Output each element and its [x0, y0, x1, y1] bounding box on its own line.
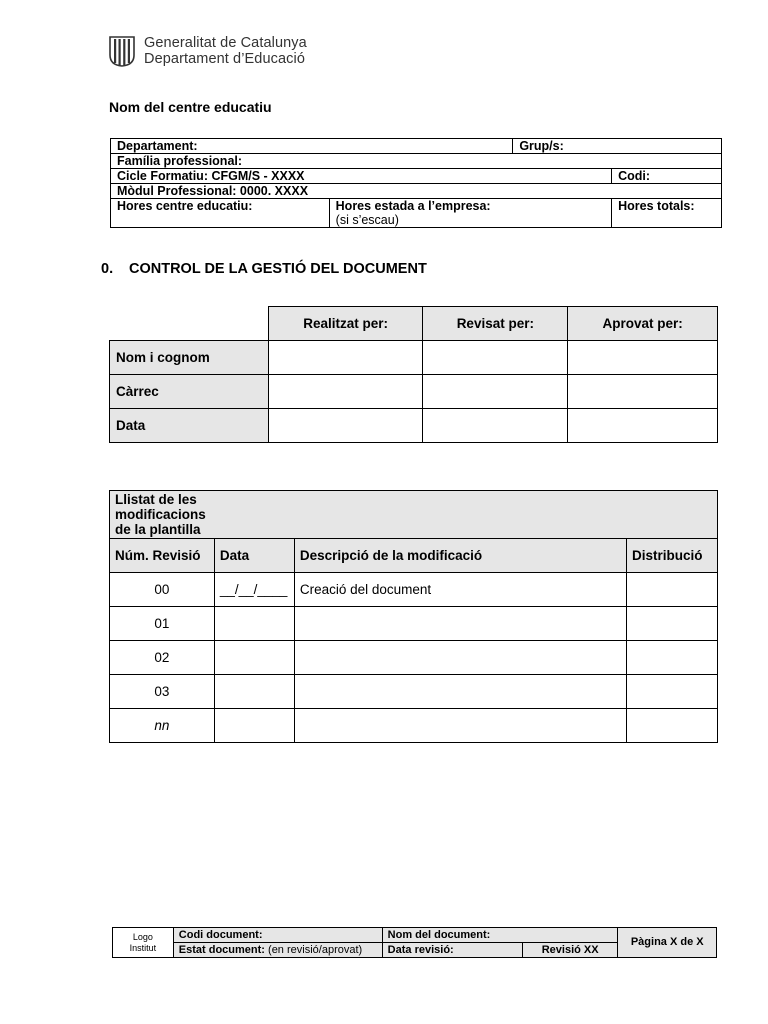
dist-cell[interactable]: [627, 607, 718, 641]
estat-document-field[interactable]: Estat document: (en revisió/aprovat): [173, 943, 382, 958]
department-name: Departament d’Educació: [144, 51, 305, 67]
header-descripcio: Descripció de la modificació: [294, 539, 626, 573]
modifications-table: [109, 490, 718, 743]
nom-realitzat-cell[interactable]: [268, 341, 423, 375]
hores-empresa-label: Hores estada a l’empresa:: [335, 199, 491, 213]
row-label-carrec: Càrrec: [110, 375, 269, 409]
data-realitzat-cell[interactable]: [268, 409, 423, 443]
data-aprovat-cell[interactable]: [568, 409, 718, 443]
grup-field[interactable]: Grup/s:: [513, 139, 722, 154]
document-control-table: [109, 306, 718, 443]
logo-institut: Logo Institut: [113, 928, 174, 958]
section-title: [101, 261, 427, 277]
desc-cell[interactable]: [294, 641, 626, 675]
section-title-text: CONTROL DE LA GESTIÓ DEL DOCUMENT: [129, 261, 427, 277]
familia-field[interactable]: Família professional:: [111, 154, 722, 169]
date-cell[interactable]: [214, 709, 294, 743]
carrec-aprovat-cell[interactable]: [568, 375, 718, 409]
table-row: [110, 675, 718, 709]
departament-field[interactable]: Departament:: [111, 139, 513, 154]
header-aprovat: Aprovat per:: [568, 307, 718, 341]
header-distribucio: Distribució: [627, 539, 718, 573]
org-name: Generalitat de Catalunya: [144, 35, 307, 51]
section-number: 0.: [101, 261, 114, 277]
hores-empresa-note: (si s’escau): [335, 213, 399, 227]
table-row: [110, 607, 718, 641]
header-data: Data: [214, 539, 294, 573]
modul-field[interactable]: Mòdul Professional: 0000. XXXX: [111, 184, 722, 199]
page-number: Pàgina X de X: [618, 928, 717, 958]
rev-cell: 02: [110, 641, 215, 675]
desc-cell[interactable]: [294, 709, 626, 743]
carrec-revisat-cell[interactable]: [423, 375, 568, 409]
nom-document-field[interactable]: Nom del document:: [382, 928, 618, 943]
header-num-revisio: Núm. Revisió: [110, 539, 215, 573]
dist-cell[interactable]: [627, 675, 718, 709]
centre-name: Nom del centre educatiu: [109, 99, 272, 115]
dist-cell[interactable]: [627, 641, 718, 675]
table-row: [110, 641, 718, 675]
revisio-field: Revisió XX: [522, 943, 618, 958]
desc-cell[interactable]: [294, 675, 626, 709]
generalitat-logo: [108, 33, 307, 69]
row-label-data: Data: [110, 409, 269, 443]
empty-corner-cell: [110, 307, 269, 341]
hores-empresa-field[interactable]: [329, 199, 611, 228]
nom-revisat-cell[interactable]: [423, 341, 568, 375]
generalitat-emblem-icon: [108, 35, 136, 67]
footer-table: [112, 927, 717, 958]
codi-field[interactable]: Codi:: [612, 169, 722, 184]
dist-cell[interactable]: [627, 573, 718, 607]
date-cell[interactable]: [214, 675, 294, 709]
rev-cell: 03: [110, 675, 215, 709]
rev-cell: 01: [110, 607, 215, 641]
header-realitzat: Realitzat per:: [268, 307, 423, 341]
table-row: [110, 709, 718, 743]
date-cell[interactable]: __/__/____: [214, 573, 294, 607]
table-row: [110, 573, 718, 607]
header-revisat: Revisat per:: [423, 307, 568, 341]
desc-cell[interactable]: Creació del document: [294, 573, 626, 607]
hores-totals-field[interactable]: Hores totals:: [612, 199, 722, 228]
modifications-title: Llistat de les modificacions de la plantilla: [110, 491, 718, 539]
course-info-table: [110, 138, 722, 228]
data-revisio-field[interactable]: Data revisió:: [382, 943, 522, 958]
rev-cell: 00: [110, 573, 215, 607]
desc-cell[interactable]: [294, 607, 626, 641]
date-cell[interactable]: [214, 607, 294, 641]
nom-aprovat-cell[interactable]: [568, 341, 718, 375]
date-cell[interactable]: [214, 641, 294, 675]
rev-cell: nn: [110, 709, 215, 743]
data-revisat-cell[interactable]: [423, 409, 568, 443]
row-label-nom: Nom i cognom: [110, 341, 269, 375]
codi-document-field[interactable]: Codi document:: [173, 928, 382, 943]
hores-centre-field[interactable]: Hores centre educatiu:: [111, 199, 330, 228]
dist-cell[interactable]: [627, 709, 718, 743]
carrec-realitzat-cell[interactable]: [268, 375, 423, 409]
cicle-field[interactable]: Cicle Formatiu: CFGM/S - XXXX: [111, 169, 612, 184]
